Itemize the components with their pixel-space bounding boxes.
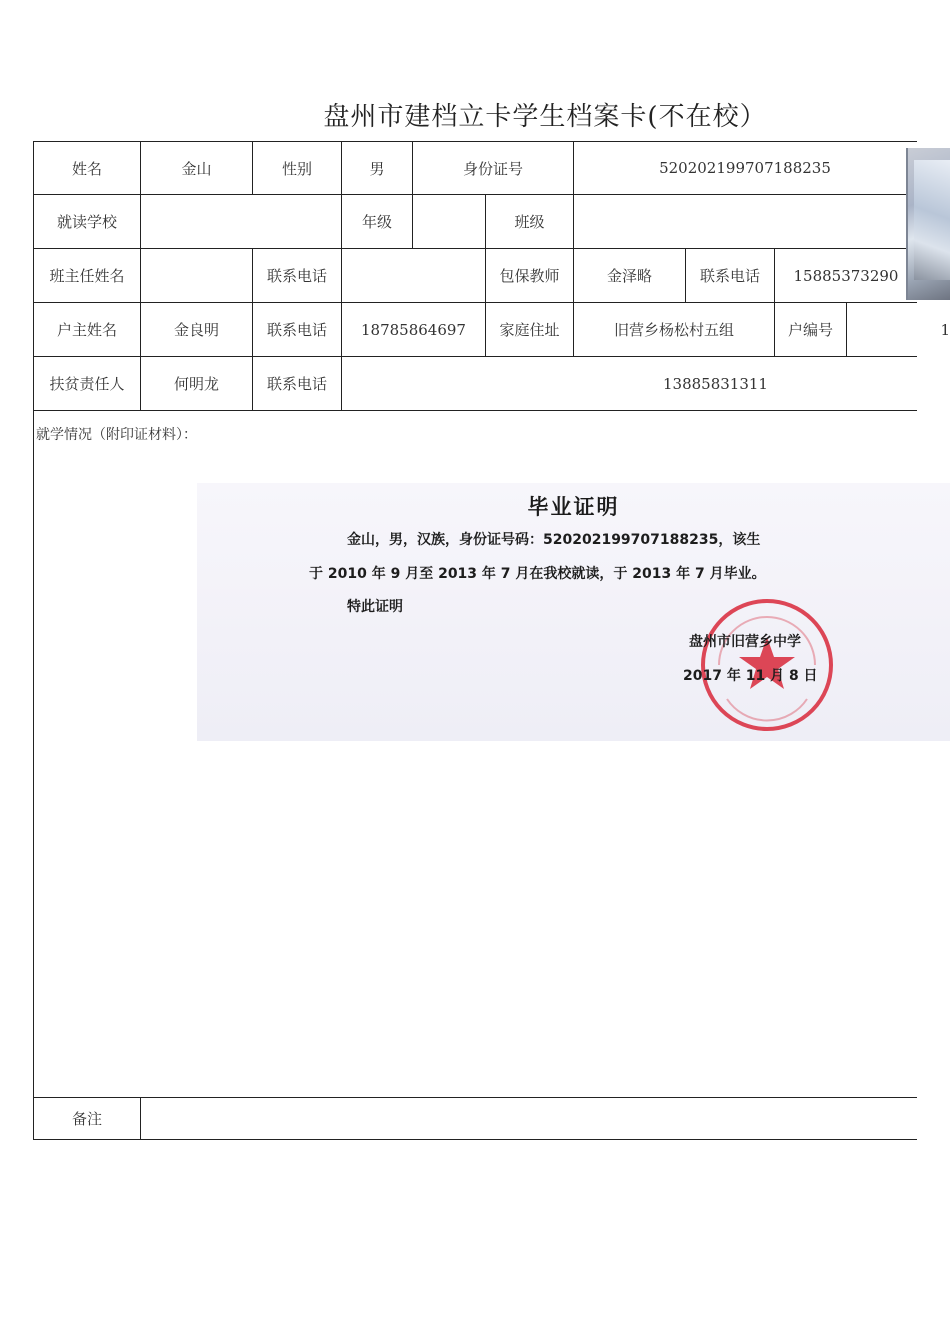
school-value: [141, 195, 341, 248]
certificate-line-1: 金山，男，汉族，身份证号码：520202199707188235，该生: [347, 532, 761, 548]
house-no-label: 户编号: [787, 321, 833, 339]
poverty-person-value: 何明龙: [173, 375, 219, 393]
household-label: 户主姓名: [56, 321, 117, 339]
id-label: 身份证号: [462, 159, 523, 178]
certificate-line-3: 特此证明: [347, 599, 403, 615]
poverty-phone-label: 联系电话: [266, 375, 327, 393]
poverty-person-label: 扶贫责任人: [49, 375, 125, 393]
study-status-label: 就学情况（附印证材料）：: [36, 427, 197, 443]
address-label: 家庭住址: [499, 321, 560, 339]
certificate-date: 2017 年 11 月 8 日: [683, 668, 818, 684]
certificate-line-2: 于 2010 年 9 月至 2013 年 7 月在我校就读，于 2013 年 7 月毕业。: [309, 566, 766, 582]
house-no-value: 1: [940, 320, 950, 339]
certificate-issuer: 盘州市旧营乡中学: [689, 634, 801, 650]
grade-label: 年级: [361, 213, 392, 231]
phone2-label: 联系电话: [699, 267, 760, 285]
guarantee-teacher-label: 包保教师: [499, 267, 560, 285]
address-value: 旧营乡杨松村五组: [613, 321, 734, 339]
class-label: 班级: [514, 213, 545, 231]
head-teacher-label: 班主任姓名: [49, 267, 125, 285]
remarks-value: [141, 1098, 917, 1139]
household-phone-label: 联系电话: [266, 321, 327, 339]
gender-value: 男: [369, 159, 385, 178]
class-value: [574, 195, 904, 248]
household-value: 金良明: [173, 321, 219, 339]
gender-label: 性别: [281, 159, 312, 178]
student-photo: [906, 148, 950, 300]
name-label: 姓名: [71, 159, 102, 178]
page-title: 盘州市建档立卡学生档案卡(不在校）: [323, 102, 767, 132]
id-value: 520202199707188235: [659, 159, 831, 177]
name-value: 金山: [181, 159, 212, 178]
poverty-phone-value: 13885831311: [663, 374, 768, 393]
phone-value: [342, 249, 485, 302]
remarks-label: 备注: [71, 1110, 102, 1128]
phone2-value: 15885373290: [793, 266, 899, 285]
phone-label: 联系电话: [266, 267, 327, 285]
household-phone-value: 18785864697: [361, 320, 466, 339]
graduation-certificate-scan: [197, 483, 950, 741]
head-teacher-value: [141, 249, 252, 302]
grade-value: [413, 195, 485, 248]
school-label: 就读学校: [56, 213, 117, 231]
certificate-title: 毕业证明: [527, 495, 620, 519]
guarantee-teacher-value: 金泽略: [606, 267, 652, 285]
